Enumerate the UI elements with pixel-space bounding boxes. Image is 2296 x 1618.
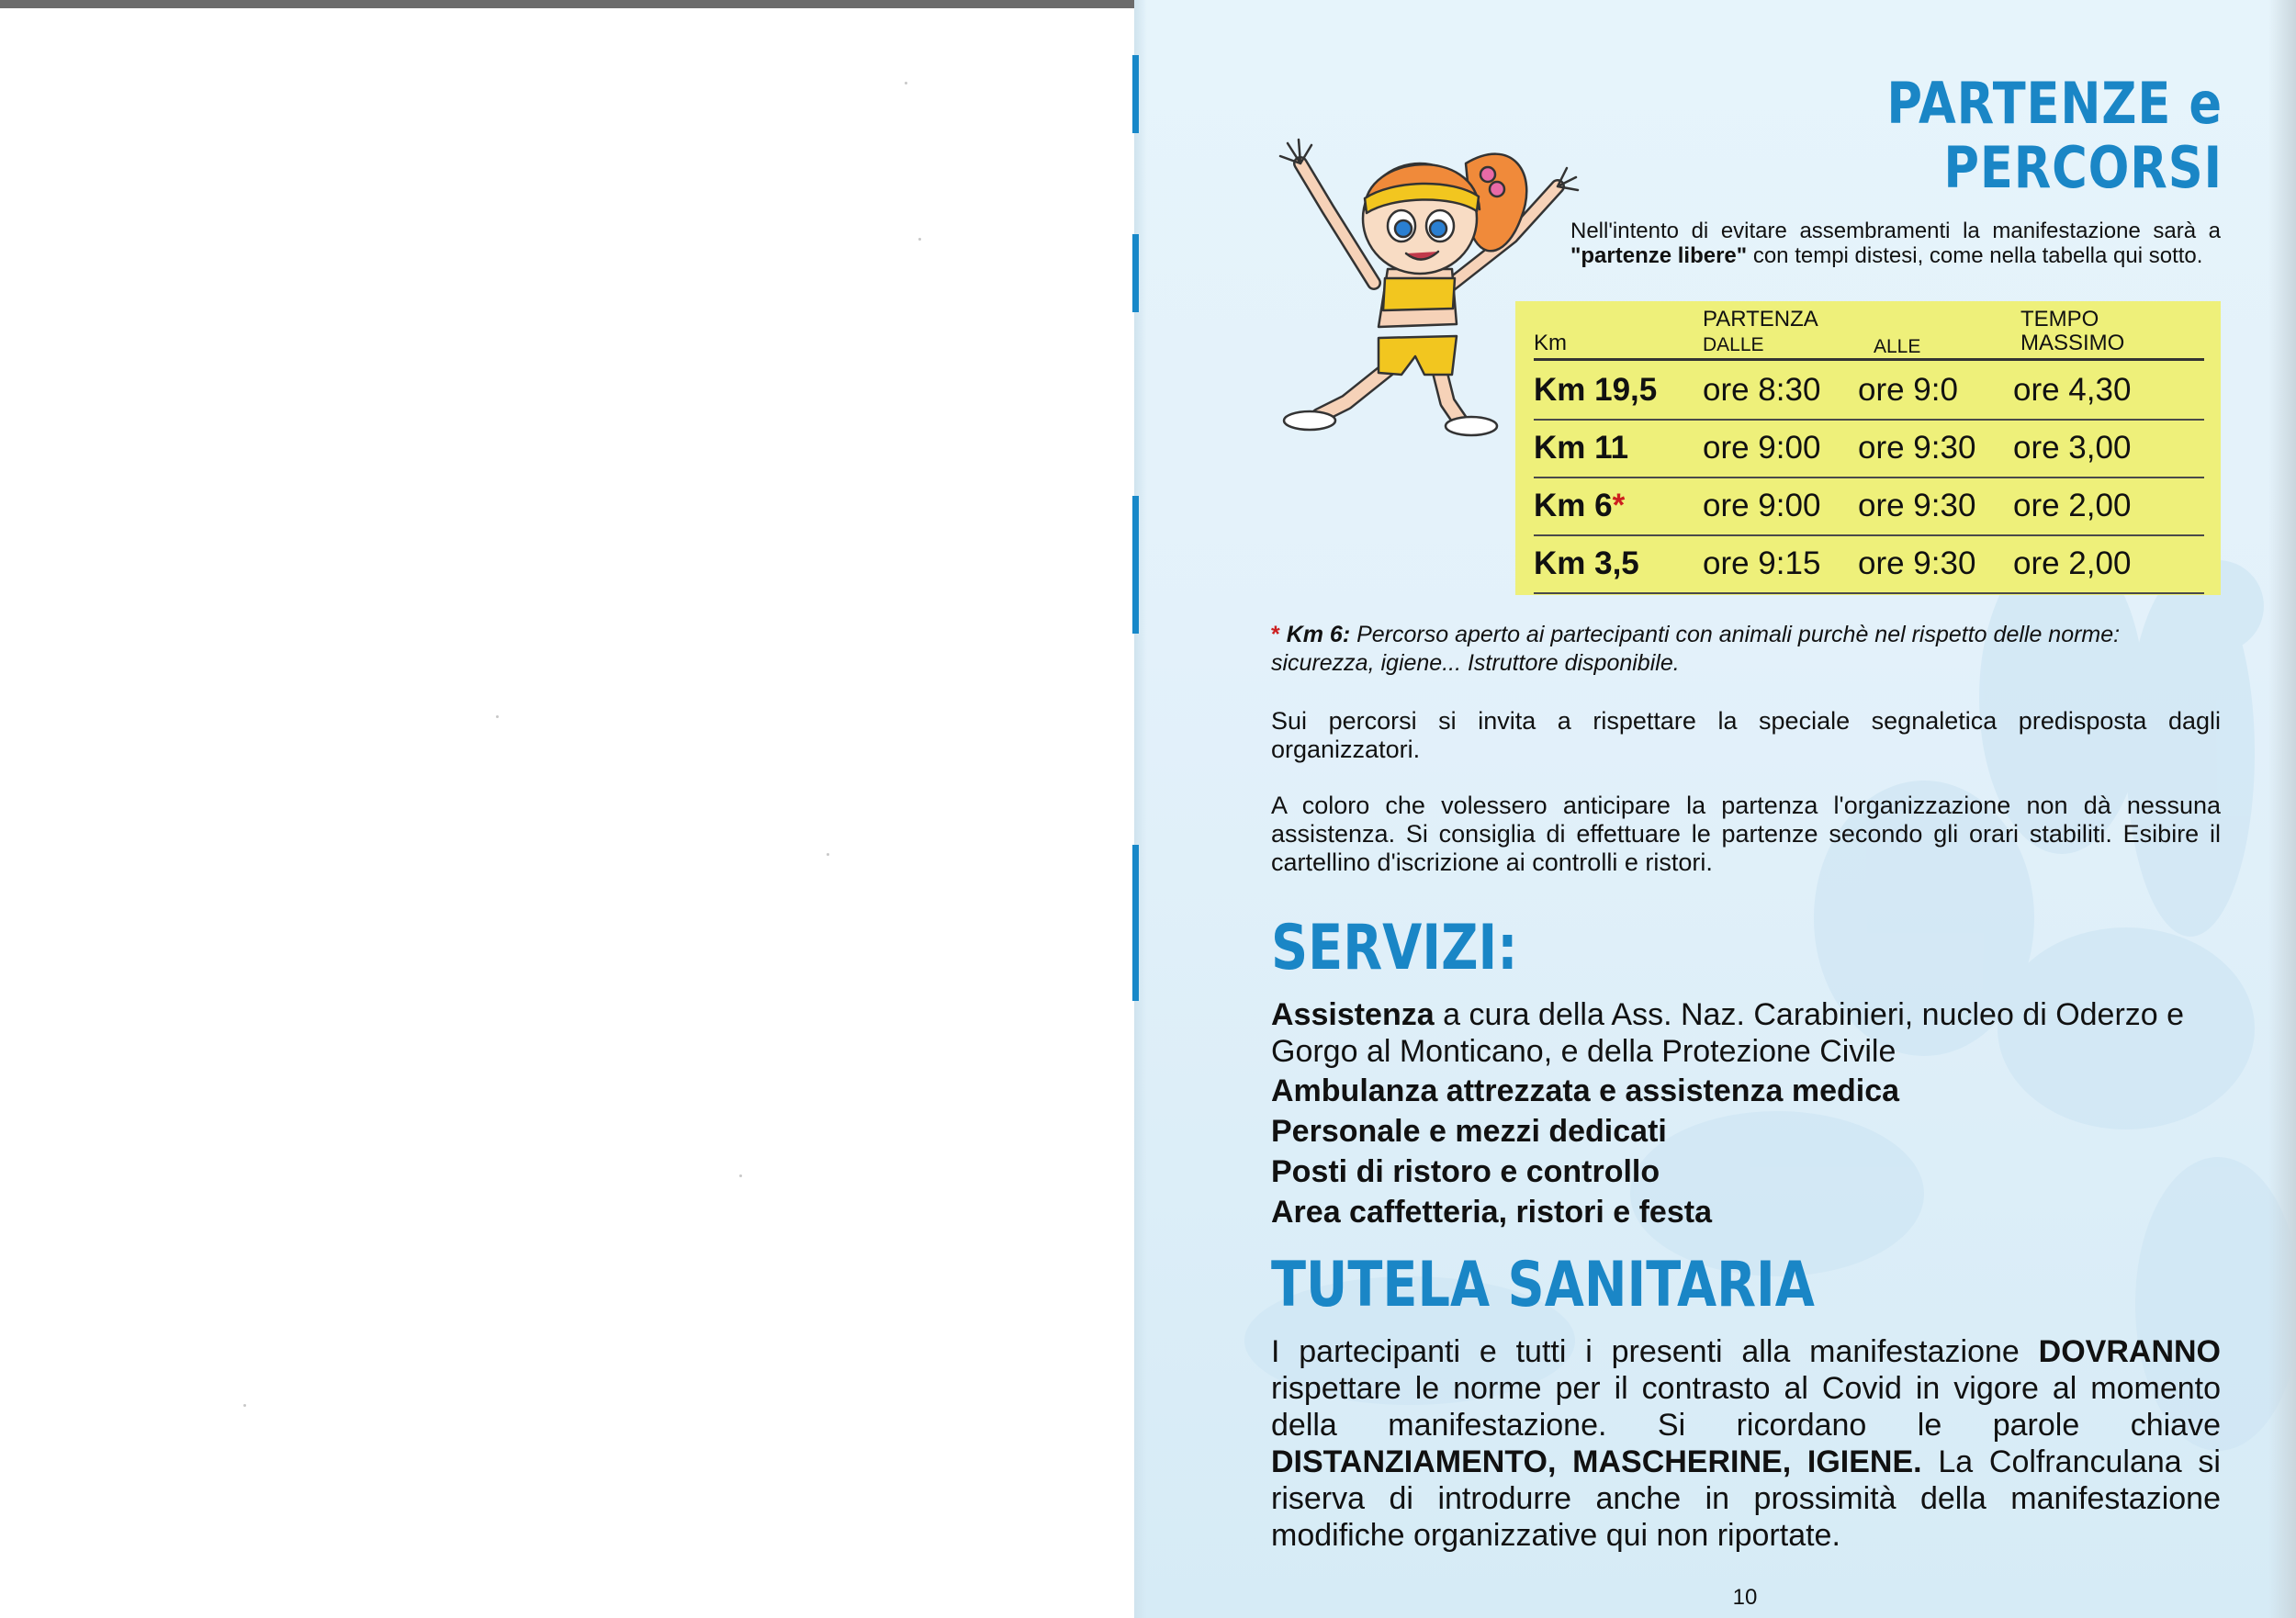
scan-speck bbox=[918, 238, 921, 241]
scan-speck bbox=[496, 715, 499, 718]
row-dalle: ore 9:15 bbox=[1703, 545, 1821, 581]
start-times-table bbox=[1515, 301, 2221, 595]
note-asterisk: * bbox=[1271, 622, 1280, 647]
servizi-item: Area caffetteria, ristori e festa bbox=[1271, 1195, 1712, 1230]
table-row bbox=[1534, 361, 2204, 421]
intro-paragraph bbox=[1570, 219, 2221, 268]
row-alle: ore 9:30 bbox=[1858, 545, 1976, 581]
page-number: 10 bbox=[1732, 1585, 1758, 1610]
tutela-paragraph: I partecipanti e tutti i presenti alla manifestazione DOVRANNO rispettare le norme per il contrasto al Covid in vigore al momento della manifestazione. Si ricordano le parole chiave DISTANZIAMENTO, MASCHERINE, IGIENE. La Colfranculana si riserva di introdurre anche in prossimità della manifestazione modifiche organizzative qui non riportate. bbox=[1271, 1334, 2221, 1553]
scan-speck bbox=[739, 1174, 742, 1177]
assistenza-label: Assistenza bbox=[1271, 997, 1435, 1032]
header-dalle: DALLE bbox=[1703, 334, 1764, 355]
row-km: Km 19,5 bbox=[1534, 372, 1658, 408]
intro-bold-text: "partenze libere" bbox=[1570, 243, 1748, 268]
segnaletica-paragraph: Sui percorsi si invita a rispettare la speciale segnaletica predisposta dagli organizzatori. bbox=[1271, 707, 2221, 763]
km6-note bbox=[1271, 621, 2223, 678]
row-km: Km 6* bbox=[1534, 488, 1626, 523]
intro-text-1: Nell'intento di evitare assembramenti la manifestazione sarà a bbox=[1570, 219, 2221, 243]
note-text: Percorso aperto ai partecipanti con animali purchè nel rispetto delle norme: sicurezza, igiene... Istruttore disponibile. bbox=[1271, 622, 2121, 676]
note-label: Km 6: bbox=[1286, 622, 1351, 647]
scan-speck bbox=[905, 82, 907, 84]
servizi-assistenza bbox=[1271, 996, 2221, 1070]
row-dalle: ore 9:00 bbox=[1703, 488, 1821, 523]
header-km: Km bbox=[1534, 331, 1567, 355]
header-partenza: PARTENZA bbox=[1703, 307, 1818, 331]
row-alle: ore 9:0 bbox=[1858, 372, 1958, 408]
scan-speck bbox=[827, 853, 829, 856]
scan-speck bbox=[243, 1404, 246, 1407]
margin-bar bbox=[1132, 55, 1139, 133]
header-alle: ALLE bbox=[1874, 336, 1921, 357]
tutela-bold-dovranno: DOVRANNO bbox=[2038, 1334, 2221, 1369]
tutela-heading: TUTELA SANITARIA bbox=[1271, 1249, 1815, 1321]
row-tempo: ore 3,00 bbox=[2013, 430, 2132, 466]
row-alle: ore 9:30 bbox=[1858, 488, 1976, 523]
row-dalle: ore 9:00 bbox=[1703, 430, 1821, 466]
page-edge-shadow bbox=[2268, 0, 2296, 1618]
margin-bar bbox=[1132, 496, 1139, 634]
intro-text-2: con tempi distesi, come nella tabella qui sotto. bbox=[1747, 243, 2203, 268]
anticipo-paragraph: A coloro che volessero anticipare la partenza l'organizzazione non dà nessuna assistenza. Si consiglia di effettuare le partenze secondo gli orari stabiliti. Esibire il cartellino d'iscrizione ai controlli e ristori. bbox=[1271, 792, 2221, 876]
servizi-item: Personale e mezzi dedicati bbox=[1271, 1114, 1667, 1149]
row-tempo: ore 4,30 bbox=[2013, 372, 2132, 408]
left-blank-page bbox=[0, 8, 1134, 1618]
title-line-2: PERCORSI bbox=[1943, 134, 2223, 201]
row-alle: ore 9:30 bbox=[1858, 430, 1976, 466]
row-tempo: ore 2,00 bbox=[2013, 488, 2132, 523]
table-header bbox=[1534, 301, 2204, 361]
scan-top-strip bbox=[0, 0, 1134, 8]
tutela-bold-keywords: DISTANZIAMENTO, MASCHERINE, IGIENE. bbox=[1271, 1444, 1922, 1479]
assistenza-text: a cura della Ass. Naz. Carabinieri, nucleo di Oderzo e Gorgo al Monticano, e della Protezione Civile bbox=[1271, 997, 2185, 1069]
table-row bbox=[1534, 477, 2204, 536]
table-row bbox=[1534, 419, 2204, 478]
page-title bbox=[1832, 72, 2223, 200]
header-tempo: TEMPO bbox=[2020, 307, 2099, 331]
margin-bar bbox=[1132, 845, 1139, 1001]
servizi-heading: SERVIZI: bbox=[1271, 912, 1518, 984]
row-km: Km 3,5 bbox=[1534, 545, 1639, 581]
servizi-item: Ambulanza attrezzata e assistenza medica bbox=[1271, 1073, 1900, 1108]
row-dalle: ore 8:30 bbox=[1703, 372, 1821, 408]
servizi-item: Posti di ristoro e controllo bbox=[1271, 1154, 1660, 1189]
table-row bbox=[1534, 534, 2204, 594]
margin-bar bbox=[1132, 234, 1139, 312]
row-tempo: ore 2,00 bbox=[2013, 545, 2132, 581]
row-km: Km 11 bbox=[1534, 430, 1629, 466]
title-line-1: PARTENZE e bbox=[1886, 70, 2223, 137]
header-massimo: MASSIMO bbox=[2020, 331, 2125, 355]
